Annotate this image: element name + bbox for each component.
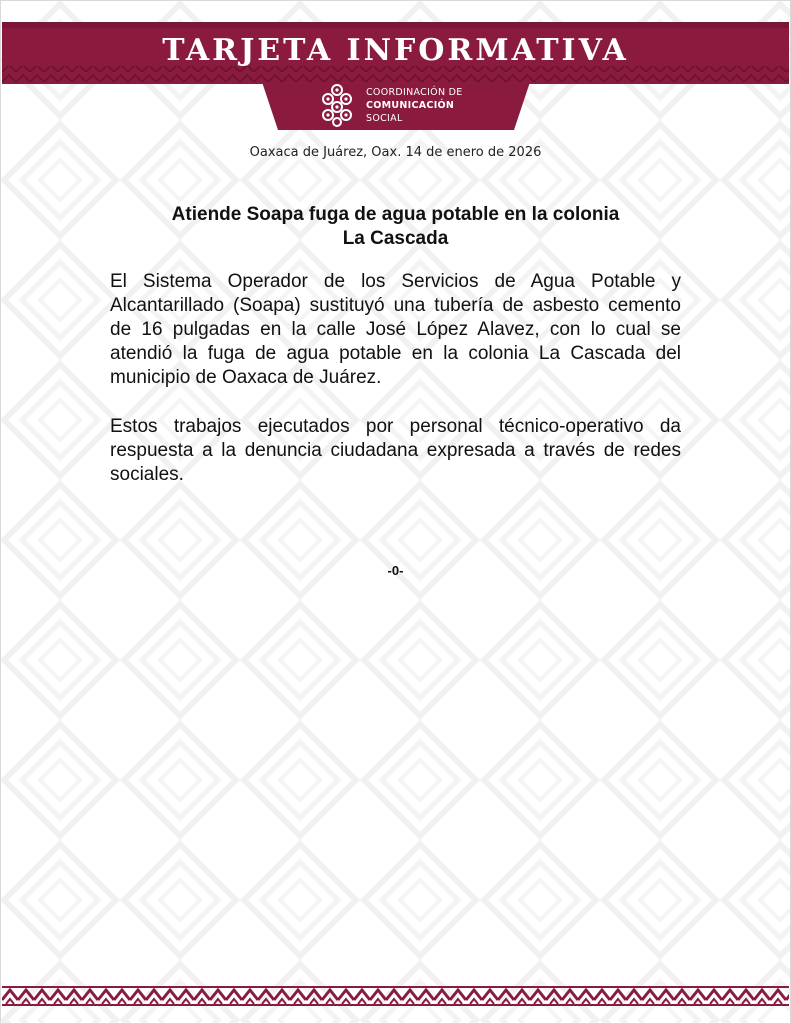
header-band [2,22,789,84]
body-paragraph-2: Estos trabajos ejecutados por personal técnico-operativo da respuesta a la denuncia ciudadana expresada a través de redes sociales. [110,416,681,485]
closing-mark: -0- [387,563,404,578]
logo-line-2: COMUNICACIÓN [366,100,455,111]
coordination-logo-text [366,86,463,125]
body-paragraph-1: El Sistema Operador de los Servicios de Agua Potable y Alcantarillado (Soapa) sustituyó una tubería de asbesto cemento de 16 pulgadas en la calle José López Alavez, con lo cual se atendió la fuga de agua potable en la colonia La Cascada del municipio de Oaxaca de Juárez. [110,271,681,388]
logo-tab [262,82,530,130]
headline-line-1: Atiende Soapa fuga de agua potable en la colonia [171,204,620,225]
footer-band [2,986,789,1006]
headline-line-2: La Cascada [342,228,449,249]
document-type-title: TARJETA INFORMATIVA [162,33,629,68]
coordination-logo-icon [320,83,354,127]
headline [110,203,681,251]
logo-line-3: SOCIAL [366,113,403,124]
dateline: Oaxaca de Juárez, Oax. 14 de enero de 2026 [249,145,542,160]
logo-line-1: COORDINACIÓN DE [366,87,463,98]
